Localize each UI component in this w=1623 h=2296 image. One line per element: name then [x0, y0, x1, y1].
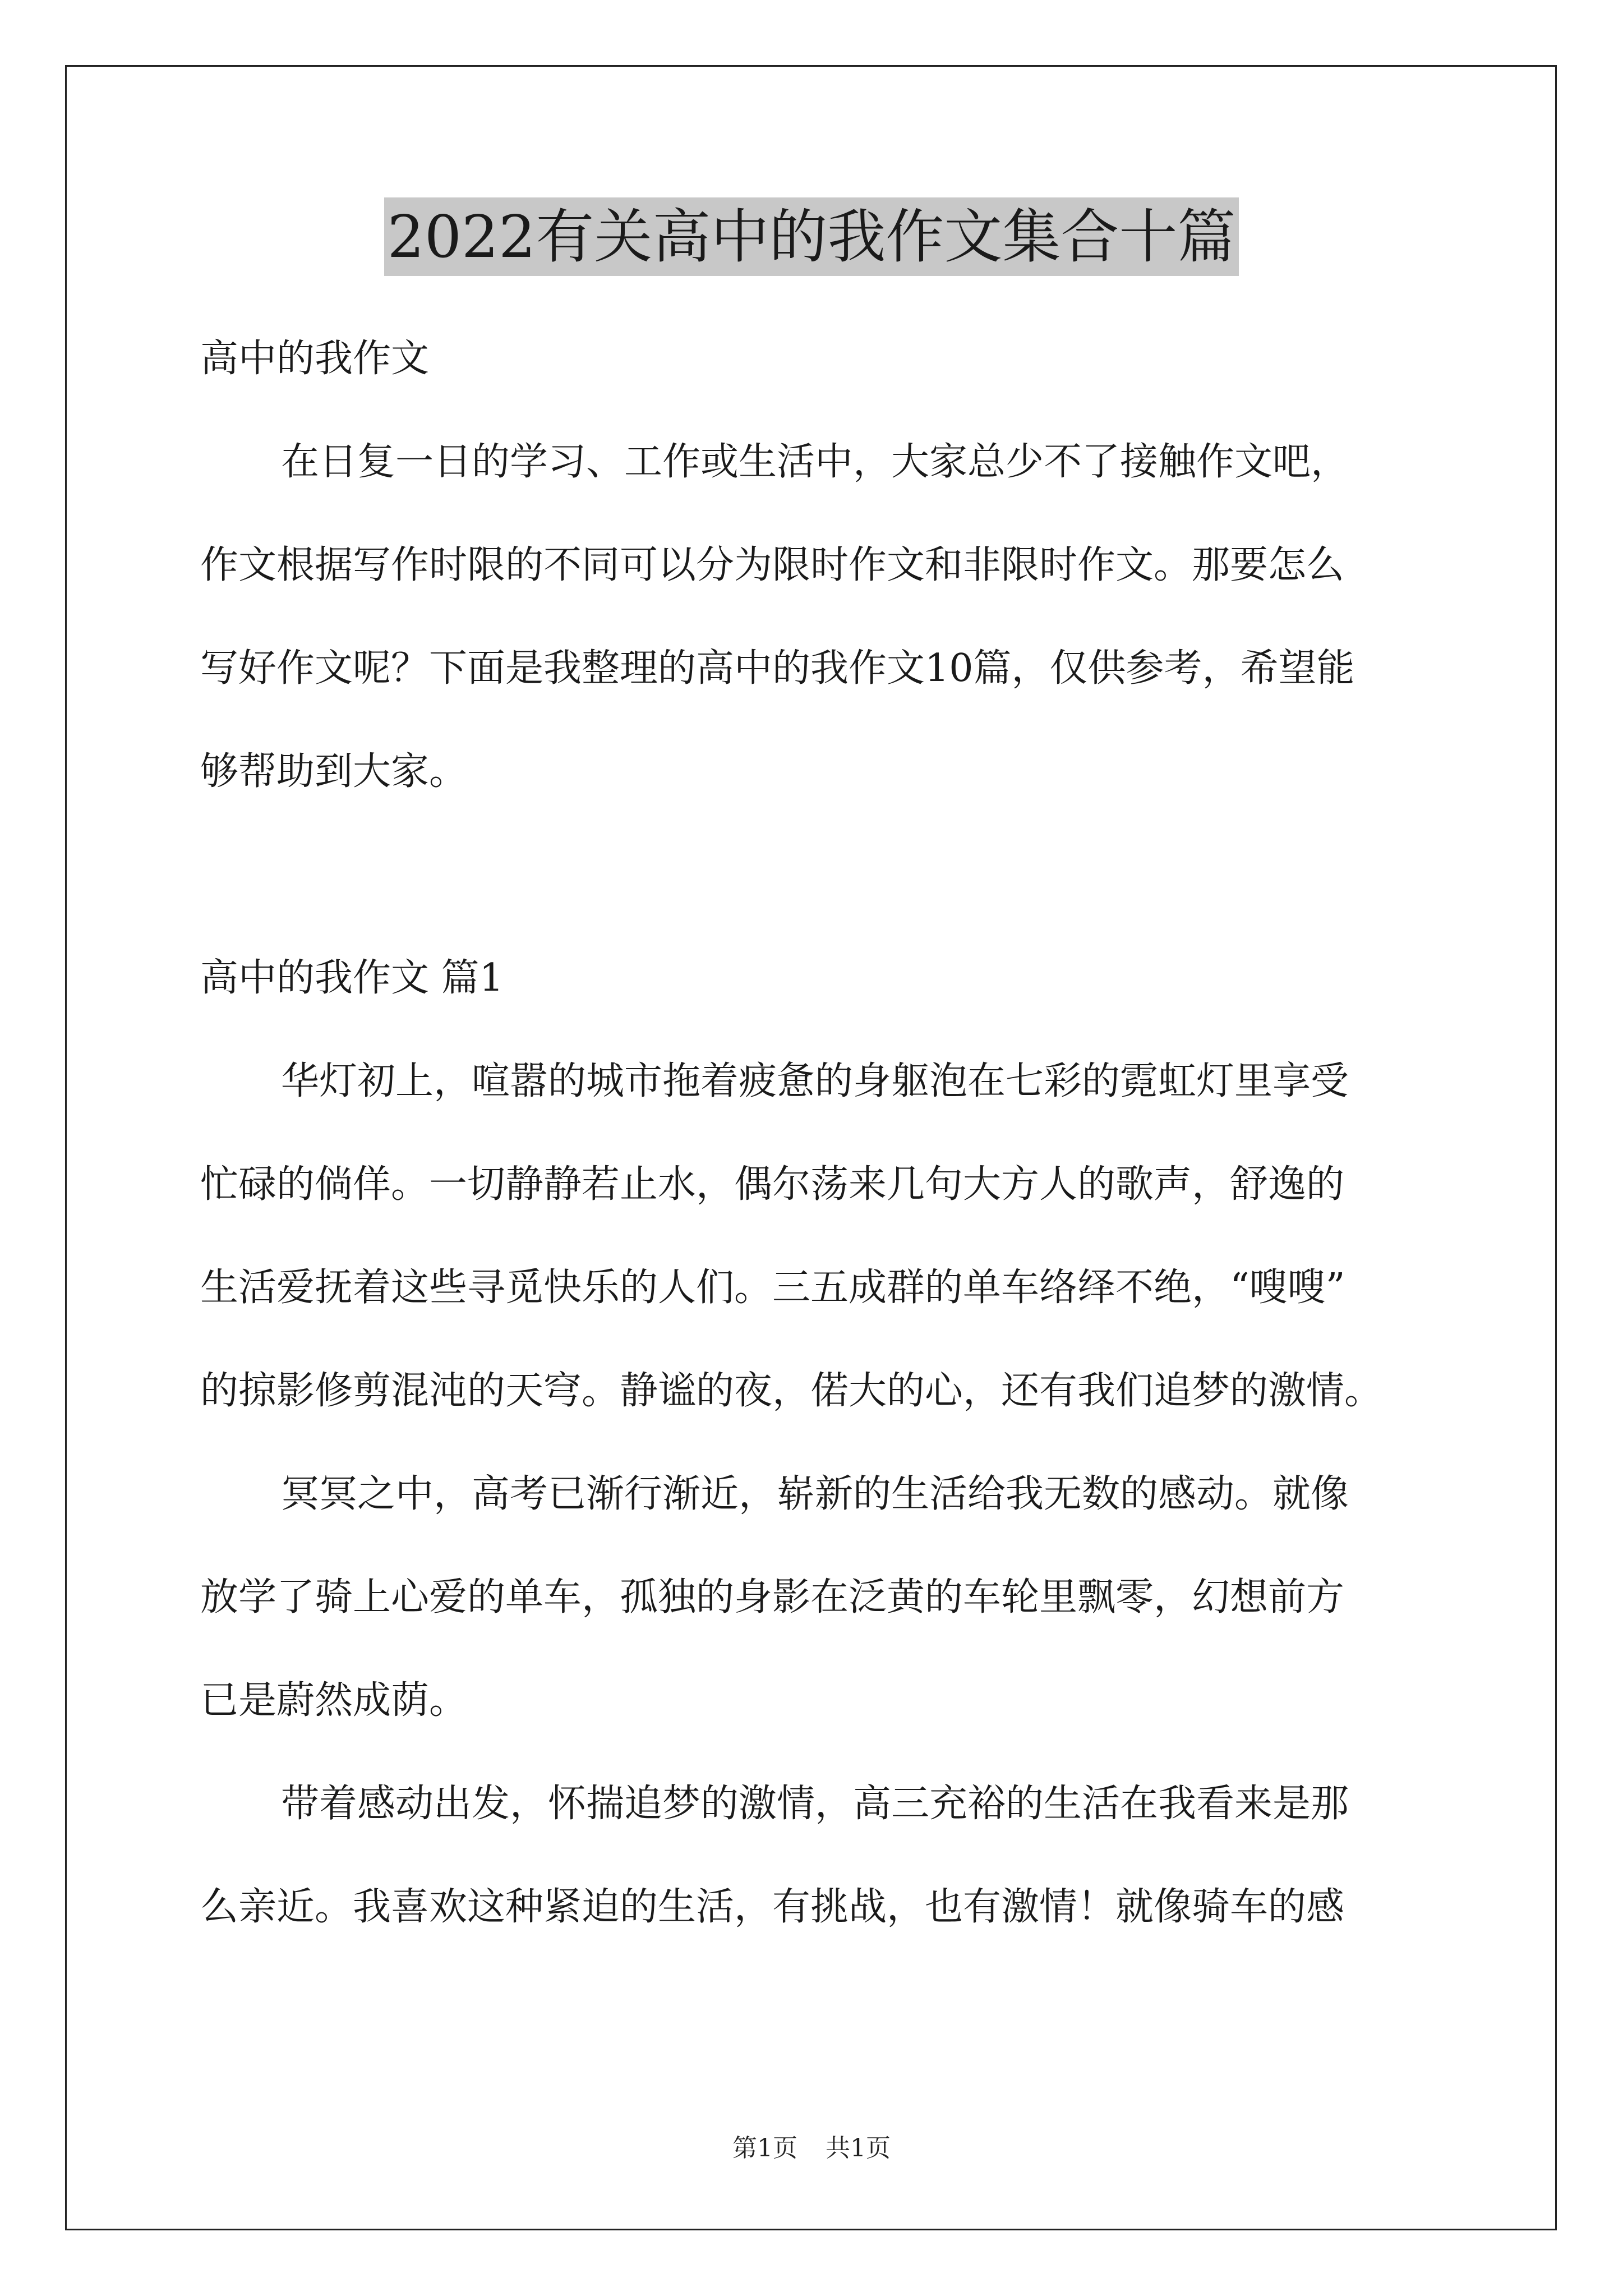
intro-heading: 高中的我作文	[200, 337, 430, 381]
page-number: 第1页	[732, 2134, 797, 2162]
intro-line: 够帮助到大家。	[200, 749, 468, 794]
paragraph-line: 带着感动出发，怀揣追梦的激情，高三充裕的生活在我看来是那	[281, 1782, 1349, 1826]
paragraph-line: 的掠影修剪混沌的天穹。静谧的夜，偌大的心，还有我们追梦的激情。	[200, 1369, 1383, 1413]
intro-paragraph	[200, 411, 1423, 823]
paragraph-line: 放学了骑上心爱的单车，孤独的身影在泛黄的车轮里飘零，幻想前方	[200, 1575, 1345, 1619]
section-gap	[200, 823, 1423, 927]
paragraph-line: 冥冥之中，高考已渐行渐近，崭新的生活给我无数的感动。就像	[281, 1472, 1349, 1516]
intro-line: 作文根据写作时限的不同可以分为限时作文和非限时作文。那要怎么	[200, 543, 1345, 587]
page-footer	[0, 2132, 1623, 2165]
section-heading: 高中的我作文 篇1	[200, 956, 504, 1000]
page-total: 共1页	[826, 2134, 891, 2162]
paragraph	[200, 1443, 1423, 1752]
intro-line: 写好作文呢？下面是我整理的高中的我作文10篇，仅供参考，希望能	[200, 646, 1355, 691]
paragraph-line: 已是蔚然成荫。	[200, 1678, 468, 1723]
document-title	[0, 197, 1623, 276]
document-title-text: 2022有关高中的我作文集合十篇	[384, 197, 1239, 276]
document-body	[200, 307, 1423, 1959]
paragraph-line: 华灯初上，喧嚣的城市拖着疲惫的身躯泡在七彩的霓虹灯里享受	[281, 1059, 1349, 1103]
paragraph-line: 么亲近。我喜欢这种紧迫的生活，有挑战，也有激情！就像骑车的感	[200, 1885, 1345, 1929]
intro-line: 在日复一日的学习、工作或生活中，大家总少不了接触作文吧，	[281, 440, 1349, 484]
paragraph	[200, 1030, 1423, 1443]
paragraph	[200, 1752, 1423, 1959]
paragraph-line: 生活爱抚着这些寻觅快乐的人们。三五成群的单车络绎不绝，“嗖嗖”	[200, 1266, 1345, 1310]
paragraph-line: 忙碌的倘佯。一切静静若止水，偶尔荡来几句大方人的歌声，舒逸的	[200, 1162, 1345, 1207]
